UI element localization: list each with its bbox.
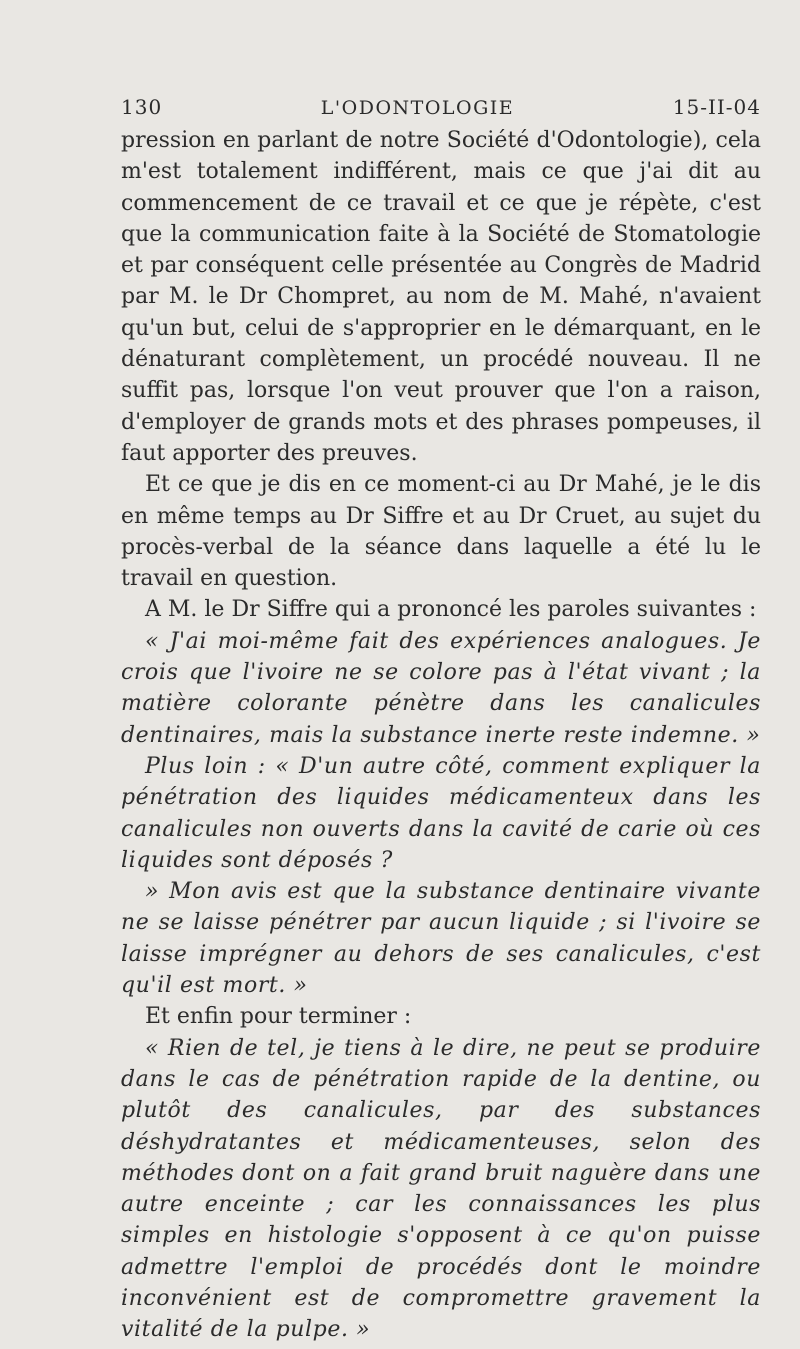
paragraph: A M. le Dr Siffre qui a prononcé les paroles suivantes : xyxy=(145,597,757,623)
running-header xyxy=(121,95,761,119)
paragraph: Et ce que je dis en ce moment-ci au Dr Mahé, je le dis en même temps au Dr Siffre et au Dr Cruet, au sujet du procès-verbal de la séance dans laquelle a été lu le travail en question. xyxy=(121,472,761,592)
book-page xyxy=(121,95,761,1346)
running-title: L'ODONTOLOGIE xyxy=(320,97,515,119)
quotation-paragraph: Plus loin : « D'un autre côté, comment expliquer la pénétration des liquides médicamenteux dans les canalicules non ouverts dans la cavité de carie où ces liquides sont déposés ? xyxy=(121,753,761,873)
quotation-paragraph: « J'ai moi-même fait des expériences analogues. Je crois que l'ivoire ne se colore pas à l'état vivant ; la matière colorante pénètre dans les canalicules dentinaires, mais la substance inerte reste indemne. » xyxy=(121,628,761,748)
page-number: 130 xyxy=(121,95,163,119)
quotation-paragraph: « Rien de tel, je tiens à le dire, ne peut se produire dans le cas de pénétration rapide de la dentine, ou plutôt des canalicules, par des substances déshydratantes et médicamenteuses, selon des méthodes dont on a fait grand bruit naguère dans une autre enceinte ; car les connaissances les plus simples en histologie s'opposent à ce qu'on puisse admettre l'emploi de procédés dont le moindre inconvénient est de compromettre gravement la vitalité de la pulpe. » xyxy=(121,1035,761,1343)
paragraph: pression en parlant de notre Société d'Odontologie), cela m'est totalement indifférent, mais ce que j'ai dit au commencement de ce travail et ce que je répète, c'est que la communication faite à la Société de Stomatologie et par conséquent celle présentée au Congrès de Madrid par M. le Dr Chompret, au nom de M. Mahé, n'avaient qu'un but, celui de s'approprier en le démarquant, en le dénaturant complètement, un procédé nouveau. Il ne suffit pas, lorsque l'on veut prouver que l'on a raison, d'employer de grands mots et des phrases pompeuses, il faut apporter des preuves. xyxy=(121,128,761,466)
body-text xyxy=(121,125,761,1346)
issue-date: 15-II-04 xyxy=(672,95,761,119)
quotation-paragraph: » Mon avis est que la substance dentinaire vivante ne se laisse pénétrer par aucun liquide ; si l'ivoire se laisse imprégner au dehors de ses canalicules, c'est qu'il est mort. » xyxy=(121,879,761,999)
paragraph: Et enfin pour terminer : xyxy=(145,1004,412,1030)
